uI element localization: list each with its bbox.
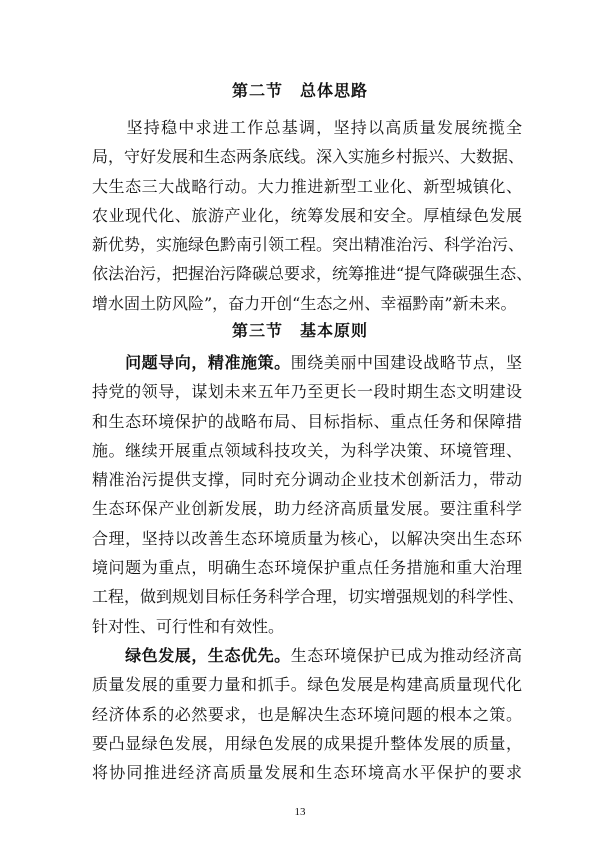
section-2-paragraph — [92, 113, 533, 318]
paragraph-line: 增水固土防风险”，奋力开创“生态之州、幸福黔南”新未来。 — [92, 293, 517, 313]
paragraph-line: 将协同推进经济高质量发展和生态环境高水平保护的要求 — [92, 763, 522, 783]
paragraph-line: 持党的领导，谋划未来五年乃至更长一段时期生态文明建设 — [92, 382, 522, 402]
paragraph-line: 和生态环境保护的战略布局、目标指标、重点任务和保障措 — [92, 411, 522, 431]
paragraph-line: 农业现代化、旅游产业化，统筹发展和安全。厚植绿色发展 — [92, 205, 522, 225]
paragraph-line: 经济体系的必然要求，也是解决生态环境问题的根本之策。 — [92, 704, 522, 724]
paragraph-line: 局，守好发展和生态两条底线。深入实施乡村振兴、大数据、 — [92, 147, 525, 167]
paragraph-line: 新优势，实施绿色黔南引领工程。突出精准治污、科学治污、 — [92, 235, 525, 255]
section-3-heading: 第三节 基本原则 — [231, 321, 368, 340]
paragraph-line: 依法治污，把握治污降碳总要求，统筹推进“提气降碳强生态、 — [92, 264, 533, 284]
paragraph-line — [92, 348, 522, 377]
principle-2-paragraph — [92, 641, 522, 787]
principle-1-paragraph — [92, 348, 525, 641]
paragraph-line: 要凸显绿色发展，用绿色发展的成果提升整体发展的质量， — [92, 733, 522, 753]
paragraph-line: 大生态三大战略行动。大力推进新型工业化、新型城镇化、 — [92, 176, 522, 196]
paragraph-line — [92, 641, 522, 670]
principle-1-title: 问题导向，精准施策。 — [92, 353, 291, 372]
principle-2-title: 绿色发展，生态优先。 — [92, 646, 291, 665]
paragraph-line: 境问题为重点，明确生态环境保护重点任务措施和重大治理 — [92, 558, 522, 578]
paragraph-text: 生态环境保护已成为推动经济高 — [290, 646, 522, 665]
paragraph-line: 施。继续开展重点领域科技攻关，为科学决策、环境管理、 — [92, 440, 522, 460]
paragraph-line: 生态环保产业创新发展，助力经济高质量发展。要注重科学 — [92, 499, 522, 519]
paragraph-line: 精准治污提供支撑，同时充分调动企业技术创新活力，带动 — [92, 470, 522, 490]
section-2-heading: 第二节 总体思路 — [231, 81, 368, 100]
paragraph-line: 针对性、可行性和有效性。 — [92, 616, 285, 636]
paragraph-line: 工程，做到规划目标任务科学合理，切实增强规划的科学性、 — [92, 587, 525, 607]
paragraph-line: 质量发展的重要力量和抓手。绿色发展是构建高质量现代化 — [92, 675, 522, 695]
paragraph-line: 合理，坚持以改善生态环境质量为核心，以解决突出生态环 — [92, 528, 522, 548]
paragraph-line: 坚持稳中求进工作总基调，坚持以高质量发展统揽全 — [92, 118, 522, 137]
paragraph-text: 围绕美丽中国建设战略节点，坚 — [290, 353, 522, 372]
page-number: 13 — [294, 806, 306, 818]
